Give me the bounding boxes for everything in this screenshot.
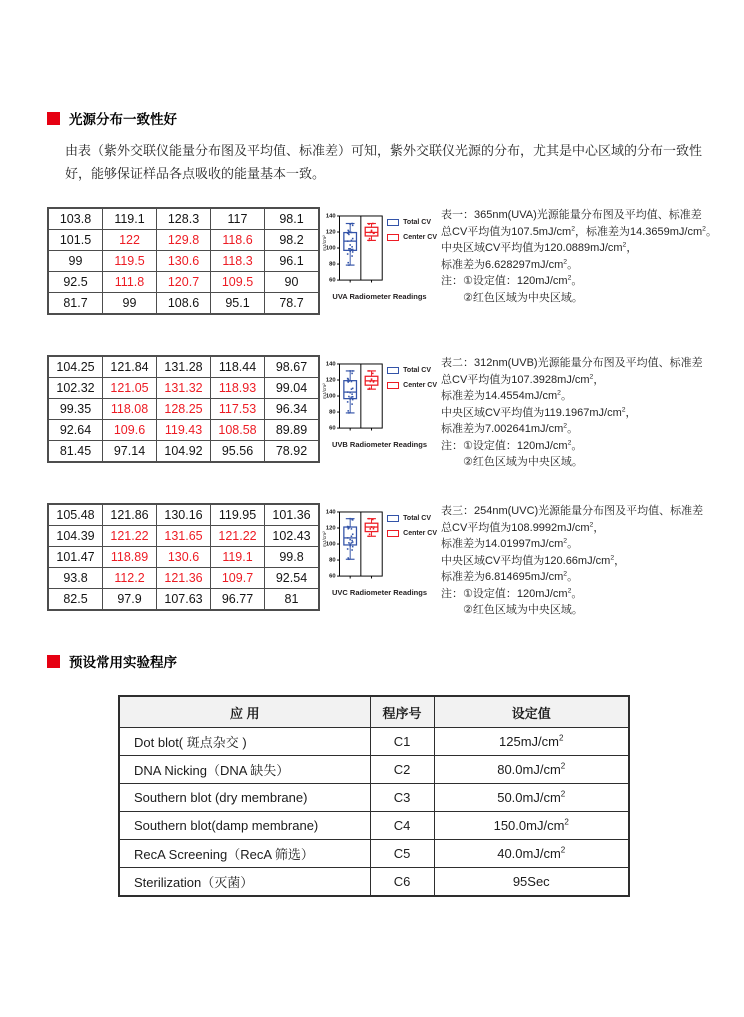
chart-title: UVC Radiometer Readings — [331, 588, 428, 597]
grid-cell: 97.14 — [103, 441, 157, 463]
preset-program-table — [118, 695, 630, 897]
chart-legend — [387, 367, 437, 397]
grid-row — [48, 441, 319, 463]
application-cell: Sterilization（灭菌） — [119, 868, 370, 897]
grid-cell: 109.6 — [103, 420, 157, 441]
description-line: ②红色区域为中央区域。 — [463, 604, 583, 616]
grid-row — [48, 420, 319, 441]
grid-cell: 119.5 — [103, 251, 157, 272]
description-line: ②红色区域为中央区域。 — [463, 291, 583, 304]
legend-label: Center CV — [403, 530, 437, 537]
grid-cell: 104.92 — [157, 441, 211, 463]
svg-text:120: 120 — [325, 229, 336, 236]
value-cell: $125mJ/cm^2$ — [434, 728, 629, 756]
table-row — [119, 756, 629, 784]
grid-cell: 103.8 — [48, 208, 103, 230]
description-line: 标准差为$6.814695mJ/cm^2$。 — [441, 570, 579, 583]
grid-cell: 99 — [103, 293, 157, 315]
grid-cell: 96.34 — [265, 399, 320, 420]
grid-cell: 104.25 — [48, 356, 103, 378]
grid-cell: 130.6 — [157, 251, 211, 272]
svg-text:80: 80 — [329, 409, 336, 416]
grid-cell: 101.5 — [48, 230, 103, 251]
program-cell: C3 — [370, 784, 434, 812]
description-line: 表三：254nm(UVC)光源能量分布图及平均值、标准差 — [441, 505, 704, 517]
description-line: 中央区域CV平均值为$119.1967mJ/cm^2$， — [441, 405, 637, 419]
grid-cell: 130.16 — [157, 504, 211, 526]
grid-cell: 78.7 — [265, 293, 320, 315]
grid-cell: 121.84 — [103, 356, 157, 378]
section-title: 预设常用实验程序 — [69, 655, 177, 670]
grid-cell: 131.65 — [157, 526, 211, 547]
grid-cell: 130.6 — [157, 547, 211, 568]
grid-cell: 99 — [48, 251, 103, 272]
legend-item — [387, 382, 437, 389]
program-cell: C2 — [370, 756, 434, 784]
description-line: 表二：312nm(UVB)光源能量分布图及平均值、标准差 — [441, 357, 703, 369]
svg-text:100: 100 — [325, 245, 336, 252]
center-cv-swatch-icon — [387, 382, 399, 389]
grid-cell: 96.77 — [211, 589, 265, 611]
grid-cell: 118.93 — [211, 378, 265, 399]
legend-item — [387, 515, 437, 522]
svg-text:140: 140 — [325, 509, 336, 516]
grid-cell: 96.1 — [265, 251, 320, 272]
grid-cell: 121.22 — [211, 526, 265, 547]
chart-area — [322, 359, 437, 435]
svg-text:100: 100 — [325, 541, 336, 548]
description-line: 总CV平均值为$107.3928mJ/cm^2$， — [441, 372, 605, 386]
grid-cell: 118.89 — [103, 547, 157, 568]
grid-cell: 99.35 — [48, 399, 103, 420]
grid-cell: 102.43 — [265, 526, 320, 547]
value-cell: $150.0mJ/cm^2$ — [434, 812, 629, 840]
description-line: 总CV平均值为$107.5mJ/cm^2$，标准差为$14.3659mJ/cm^2$。 — [441, 224, 717, 238]
total-cv-swatch-icon — [387, 515, 399, 522]
grid-cell: 89.89 — [265, 420, 320, 441]
svg-text:mJ/cm²: mJ/cm² — [322, 531, 328, 548]
grid-cell: 98.2 — [265, 230, 320, 251]
grid-cell: 121.86 — [103, 504, 157, 526]
grid-cell: 81.45 — [48, 441, 103, 463]
grid-cell: 95.56 — [211, 441, 265, 463]
grid-row — [48, 356, 319, 378]
table-row — [119, 728, 629, 756]
grid-cell: 98.67 — [265, 356, 320, 378]
grid-row — [48, 526, 319, 547]
section-header-uniformity — [47, 108, 744, 128]
grid-cell: 108.6 — [157, 293, 211, 315]
grid-cell: 128.3 — [157, 208, 211, 230]
application-cell: DNA Nicking（DNA 缺失） — [119, 756, 370, 784]
center-cv-swatch-icon — [387, 530, 399, 537]
energy-grid — [47, 355, 320, 463]
legend-label: Total CV — [403, 219, 432, 226]
grid-cell: 119.1 — [103, 208, 157, 230]
grid-cell: 97.9 — [103, 589, 157, 611]
program-cell: C1 — [370, 728, 434, 756]
grid-cell: 131.28 — [157, 356, 211, 378]
figure-row — [47, 503, 744, 616]
grid-cell: 101.47 — [48, 547, 103, 568]
grid-cell: 121.05 — [103, 378, 157, 399]
grid-cell: 117.53 — [211, 399, 265, 420]
application-cell: Southern blot(damp membrane) — [119, 812, 370, 840]
legend-item — [387, 234, 437, 241]
grid-cell: 118.08 — [103, 399, 157, 420]
figure-rows — [47, 207, 744, 616]
grid-cell: 118.6 — [211, 230, 265, 251]
legend-label: Center CV — [403, 382, 437, 389]
figure-row — [47, 207, 744, 315]
svg-text:60: 60 — [329, 573, 336, 580]
grid-cell: 81.7 — [48, 293, 103, 315]
figure-description — [441, 503, 731, 619]
value-cell: $40.0mJ/cm^2$ — [434, 840, 629, 868]
legend-label: Total CV — [403, 515, 432, 522]
chart-title: UVA Radiometer Readings — [332, 292, 427, 301]
value-cell: 95Sec — [434, 868, 629, 897]
paragraph-line: 由表（紫外交联仪能量分布图及平均值、标准差）可知，紫外交联仪光源的分布，尤其是中心区域的分布一致性 — [65, 143, 703, 158]
column-header: 应 用 — [119, 696, 370, 728]
svg-text:60: 60 — [329, 277, 336, 284]
description-line: 总CV平均值为$108.9992mJ/cm^2$， — [441, 520, 605, 534]
grid-cell: 109.5 — [211, 272, 265, 293]
grid-row — [48, 272, 319, 293]
grid-cell: 78.92 — [265, 441, 320, 463]
grid-cell: 117 — [211, 208, 265, 230]
description-line: 注：①设定值：$120mJ/cm^2$。 — [441, 274, 583, 287]
grid-cell: 99.8 — [265, 547, 320, 568]
grid-cell: 107.63 — [157, 589, 211, 611]
grid-cell: 128.25 — [157, 399, 211, 420]
grid-cell: 95.1 — [211, 293, 265, 315]
grid-cell: 112.2 — [103, 568, 157, 589]
svg-text:mJ/cm²: mJ/cm² — [322, 383, 328, 400]
legend-label: Center CV — [403, 234, 437, 241]
chart-legend — [387, 219, 437, 249]
section-title: 光源分布一致性好 — [69, 112, 177, 127]
section-header-programs — [47, 651, 744, 671]
table-row — [119, 812, 629, 840]
grid-cell: 129.8 — [157, 230, 211, 251]
grid-cell: 104.39 — [48, 526, 103, 547]
description-line: ②红色区域为中央区域。 — [463, 456, 583, 468]
figure-description — [441, 355, 731, 471]
grid-cell: 92.54 — [265, 568, 320, 589]
grid-cell: 118.44 — [211, 356, 265, 378]
grid-row — [48, 251, 319, 272]
description-line: 中央区域CV平均值为$120.0889mJ/cm^2$， — [441, 241, 638, 254]
energy-grid — [47, 207, 320, 315]
value-cell: $50.0mJ/cm^2$ — [434, 784, 629, 812]
grid-row — [48, 589, 319, 611]
svg-text:100: 100 — [325, 393, 336, 400]
application-cell: Southern blot (dry membrane) — [119, 784, 370, 812]
grid-row — [48, 547, 319, 568]
grid-cell: 93.8 — [48, 568, 103, 589]
legend-item — [387, 219, 437, 226]
description-line: 注：①设定值：$120mJ/cm^2$。 — [441, 586, 583, 600]
grid-cell: 98.1 — [265, 208, 320, 230]
grid-row — [48, 293, 319, 315]
description-line: 表一：365nm(UVA)光源能量分布图及平均值、标准差 — [441, 209, 702, 221]
svg-text:140: 140 — [325, 361, 336, 368]
grid-cell: 102.32 — [48, 378, 103, 399]
grid-row — [48, 399, 319, 420]
figure-description — [441, 207, 731, 306]
grid-cell: 108.58 — [211, 420, 265, 441]
grid-cell: 81 — [265, 589, 320, 611]
svg-text:60: 60 — [329, 425, 336, 432]
table-row — [119, 868, 629, 897]
grid-cell: 131.32 — [157, 378, 211, 399]
grid-cell: 111.8 — [103, 272, 157, 293]
svg-text:80: 80 — [329, 261, 336, 268]
energy-grid — [47, 503, 320, 611]
grid-cell: 105.48 — [48, 504, 103, 526]
table-row — [119, 784, 629, 812]
grid-cell: 120.7 — [157, 272, 211, 293]
chart-title: UVB Radiometer Readings — [331, 440, 428, 449]
svg-text:120: 120 — [325, 377, 336, 384]
boxplot-chart — [322, 507, 437, 597]
chart-legend — [387, 515, 437, 545]
boxplot-svg — [322, 211, 384, 287]
grid-row — [48, 378, 319, 399]
description-line: 标准差为$14.01997mJ/cm^2$。 — [441, 537, 579, 550]
grid-cell: 101.36 — [265, 504, 320, 526]
column-header: 设定值 — [434, 696, 629, 728]
legend-item — [387, 530, 437, 537]
paragraph-line: 好，能够保证样品各点吸收的能量基本一致。 — [65, 166, 326, 181]
grid-cell: 99.04 — [265, 378, 320, 399]
boxplot-chart — [322, 211, 437, 301]
chart-area — [322, 507, 437, 583]
grid-row — [48, 568, 319, 589]
application-cell: RecA Screening（RecA 筛选） — [119, 840, 370, 868]
grid-row — [48, 208, 319, 230]
grid-cell: 119.1 — [211, 547, 265, 568]
column-header: 程序号 — [370, 696, 434, 728]
boxplot-svg — [322, 507, 384, 583]
svg-text:140: 140 — [325, 213, 336, 220]
description-line: 中央区域CV平均值为$120.66mJ/cm^2$， — [441, 553, 626, 567]
grid-cell: 90 — [265, 272, 320, 293]
table-row — [119, 840, 629, 868]
description-line: 注：①设定值：$120mJ/cm^2$。 — [441, 438, 583, 452]
grid-cell: 82.5 — [48, 589, 103, 611]
figure-row — [47, 355, 744, 468]
center-cv-swatch-icon — [387, 234, 399, 241]
legend-item — [387, 367, 437, 374]
grid-row — [48, 504, 319, 526]
program-cell: C4 — [370, 812, 434, 840]
svg-text:120: 120 — [325, 525, 336, 532]
program-cell: C5 — [370, 840, 434, 868]
grid-cell: 121.36 — [157, 568, 211, 589]
description-line: 标准差为$6.628297mJ/cm^2$。 — [441, 257, 579, 271]
grid-cell: 92.5 — [48, 272, 103, 293]
description-line: 标准差为$14.4554mJ/cm^2$。 — [441, 389, 572, 402]
boxplot-svg — [322, 359, 384, 435]
red-square-bullet-icon — [47, 112, 60, 125]
svg-text:mJ/cm²: mJ/cm² — [322, 235, 328, 252]
grid-cell: 92.64 — [48, 420, 103, 441]
svg-text:80: 80 — [329, 557, 336, 564]
intro-paragraph — [65, 139, 744, 185]
grid-cell: 119.43 — [157, 420, 211, 441]
grid-cell: 109.7 — [211, 568, 265, 589]
grid-cell: 119.95 — [211, 504, 265, 526]
program-cell: C6 — [370, 868, 434, 897]
red-square-bullet-icon — [47, 655, 60, 668]
value-cell: $80.0mJ/cm^2$ — [434, 756, 629, 784]
total-cv-swatch-icon — [387, 367, 399, 374]
grid-cell: 121.22 — [103, 526, 157, 547]
description-line: 标准差为$7.002641mJ/cm^2$。 — [441, 422, 579, 435]
grid-cell: 122 — [103, 230, 157, 251]
grid-cell: 118.3 — [211, 251, 265, 272]
legend-label: Total CV — [403, 367, 432, 374]
grid-row — [48, 230, 319, 251]
chart-area — [322, 211, 437, 287]
table-header-row — [119, 696, 629, 728]
total-cv-swatch-icon — [387, 219, 399, 226]
application-cell: Dot blot( 斑点杂交 ) — [119, 728, 370, 756]
boxplot-chart — [322, 359, 437, 449]
